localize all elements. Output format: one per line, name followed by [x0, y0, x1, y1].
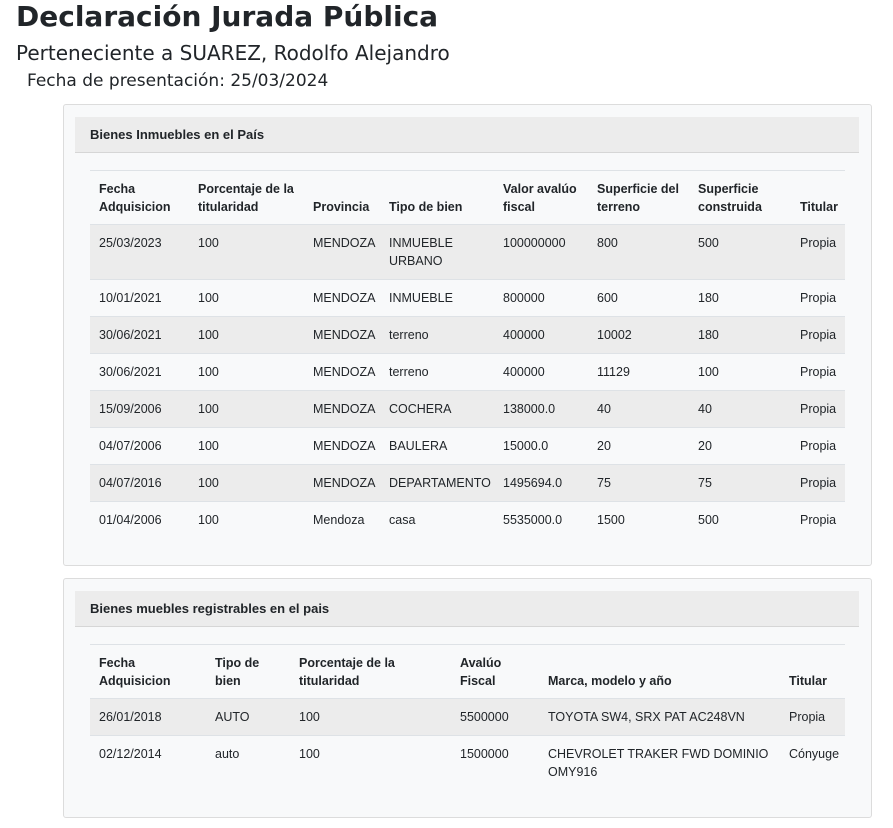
- table-cell: Propia: [791, 354, 845, 391]
- table-cell: 10002: [588, 317, 689, 354]
- table-cell: casa: [389, 513, 416, 527]
- table-row: [90, 699, 845, 736]
- muebles-card: [63, 578, 872, 818]
- table-cell: 40: [689, 391, 791, 428]
- owner-subtitle: Perteneciente a SUAREZ, Rodolfo Alejandro: [16, 41, 450, 65]
- table-cell: 500: [698, 513, 719, 527]
- col-fecha: Fecha Adquisicion: [90, 171, 189, 225]
- table-cell: Propia: [791, 465, 845, 502]
- table-cell: 01/04/2006: [99, 513, 162, 527]
- table-row: [90, 280, 845, 317]
- table-cell: COCHERA: [380, 391, 494, 428]
- table-cell: 100: [189, 225, 304, 280]
- col-marca: Marca, modelo y año: [539, 645, 780, 699]
- table-row: [90, 391, 845, 428]
- table-row: [90, 354, 845, 391]
- table-cell: CHEVROLET TRAKER FWD DOMINIO OMY916: [548, 747, 769, 779]
- table-cell: 26/01/2018: [90, 699, 206, 736]
- col-titular: Titular: [780, 645, 845, 699]
- col-tipo: Tipo de bien: [380, 171, 494, 225]
- table-cell: 138000.0: [494, 391, 588, 428]
- table-cell: 04/07/2006: [90, 428, 189, 465]
- table-cell: 600: [588, 280, 689, 317]
- presentation-date: Fecha de presentación: 25/03/2024: [27, 71, 329, 91]
- table-cell: 180: [689, 280, 791, 317]
- table-cell: 20: [588, 428, 689, 465]
- table-cell: MENDOZA: [304, 225, 380, 280]
- table-cell: 15/09/2006: [90, 391, 189, 428]
- table-row: [90, 736, 845, 791]
- table-cell: 100: [189, 465, 304, 502]
- table-cell: 100: [189, 280, 304, 317]
- table-cell: 100: [290, 699, 451, 736]
- col-avaluo: Avalúo Fiscal: [451, 645, 539, 699]
- table-row: [90, 502, 845, 539]
- table-cell: Propia: [791, 225, 845, 280]
- col-porcentaje: Porcentaje de la titularidad: [189, 171, 304, 225]
- muebles-table: [90, 644, 845, 790]
- table-cell: terreno: [380, 354, 494, 391]
- table-cell: Propia: [791, 317, 845, 354]
- table-cell: 100: [689, 354, 791, 391]
- table-cell: INMUEBLE URBANO: [380, 225, 494, 280]
- inmuebles-table: [90, 170, 845, 538]
- table-cell: Propia: [800, 513, 837, 527]
- table-cell: MENDOZA: [304, 465, 380, 502]
- inmuebles-card-header: Bienes Inmuebles en el País: [75, 117, 859, 153]
- table-cell: 100: [198, 513, 219, 527]
- table-cell: 100: [189, 354, 304, 391]
- table-cell: Propia: [791, 428, 845, 465]
- table-row: [90, 428, 845, 465]
- col-provincia: Provincia: [304, 171, 380, 225]
- table-cell: MENDOZA: [304, 280, 380, 317]
- table-cell: 75: [588, 465, 689, 502]
- table-cell: AUTO: [206, 699, 290, 736]
- table-cell: 100: [189, 428, 304, 465]
- table-cell: Propia: [780, 699, 845, 736]
- table-cell: 5535000.0: [503, 513, 563, 527]
- table-cell: 180: [689, 317, 791, 354]
- col-sup-terreno: Superficie del terreno: [588, 171, 689, 225]
- table-cell: 800000: [494, 280, 588, 317]
- table-cell: BAULERA: [380, 428, 494, 465]
- table-cell: 100: [189, 317, 304, 354]
- table-cell: 1500000: [460, 747, 509, 761]
- table-cell: 75: [689, 465, 791, 502]
- table-cell: DEPARTAMENTO: [380, 465, 494, 502]
- table-cell: 25/03/2023: [90, 225, 189, 280]
- table-cell: 20: [689, 428, 791, 465]
- muebles-body: [90, 699, 845, 791]
- table-cell: MENDOZA: [304, 428, 380, 465]
- table-cell: 04/07/2016: [90, 465, 189, 502]
- table-cell: Cónyuge: [789, 747, 840, 761]
- table-cell: 40: [588, 391, 689, 428]
- table-cell: auto: [215, 747, 240, 761]
- page-title: Declaración Jurada Pública: [16, 0, 439, 33]
- table-cell: 02/12/2014: [99, 747, 162, 761]
- col-porcentaje: Porcentaje de la titularidad: [290, 645, 451, 699]
- table-cell: 1500: [597, 513, 625, 527]
- table-cell: Propia: [791, 391, 845, 428]
- table-cell: 400000: [494, 317, 588, 354]
- table-cell: Mendoza: [313, 513, 365, 527]
- muebles-header-row: [90, 645, 845, 699]
- table-cell: TOYOTA SW4, SRX PAT AC248VN: [539, 699, 780, 736]
- table-cell: terreno: [380, 317, 494, 354]
- table-row: [90, 465, 845, 502]
- table-cell: 15000.0: [494, 428, 588, 465]
- table-cell: MENDOZA: [304, 317, 380, 354]
- table-cell: 30/06/2021: [90, 317, 189, 354]
- inmuebles-card: [63, 104, 872, 566]
- table-cell: 100: [189, 391, 304, 428]
- table-cell: 800: [588, 225, 689, 280]
- col-sup-construida: Superficie construida: [689, 171, 791, 225]
- table-cell: INMUEBLE: [380, 280, 494, 317]
- table-cell: 500: [689, 225, 791, 280]
- inmuebles-body: [90, 225, 845, 539]
- table-cell: 11129: [588, 354, 689, 391]
- col-tipo: Tipo de bien: [206, 645, 290, 699]
- table-cell: 1495694.0: [494, 465, 588, 502]
- table-cell: 30/06/2021: [90, 354, 189, 391]
- col-fecha: Fecha Adquisicion: [90, 645, 206, 699]
- table-cell: MENDOZA: [304, 354, 380, 391]
- inmuebles-header-row: [90, 171, 845, 225]
- table-cell: 5500000: [451, 699, 539, 736]
- col-titular: Titular: [791, 171, 845, 225]
- col-valor: Valor avalúo fiscal: [494, 171, 588, 225]
- table-cell: 10/01/2021: [90, 280, 189, 317]
- table-cell: 100000000: [494, 225, 588, 280]
- table-row: [90, 317, 845, 354]
- muebles-card-header: Bienes muebles registrables en el pais: [75, 591, 859, 627]
- table-cell: 400000: [494, 354, 588, 391]
- table-cell: Propia: [791, 280, 845, 317]
- table-cell: MENDOZA: [304, 391, 380, 428]
- table-cell: 100: [299, 747, 320, 761]
- table-row: [90, 225, 845, 280]
